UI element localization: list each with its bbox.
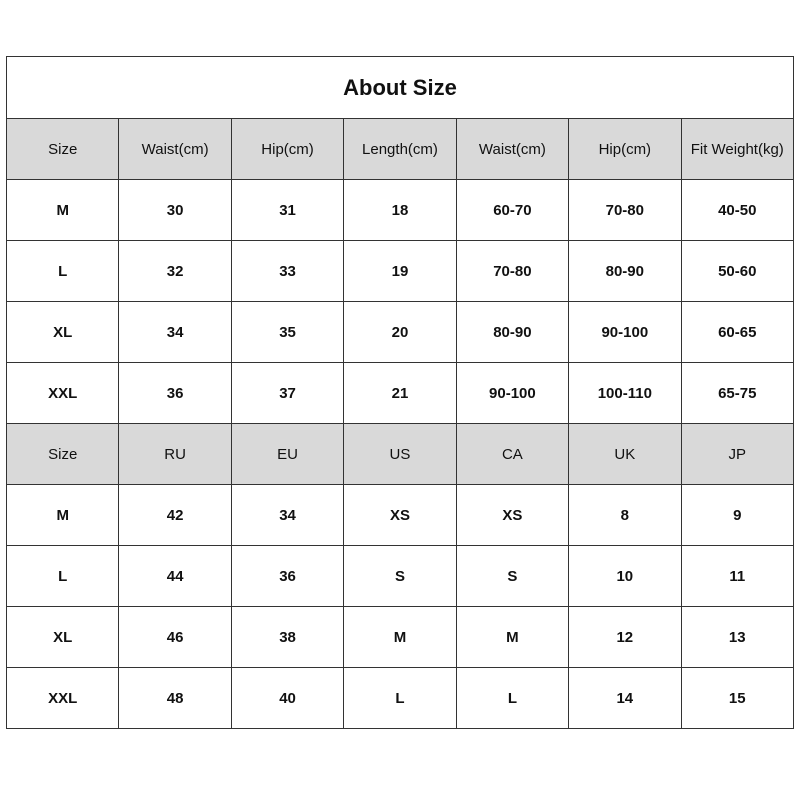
table-cell: 12 — [569, 607, 681, 668]
table-cell: 13 — [681, 607, 793, 668]
table-cell: 19 — [344, 241, 456, 302]
table-cell: 32 — [119, 241, 231, 302]
table-cell: XS — [344, 485, 456, 546]
table-cell: 80-90 — [456, 302, 568, 363]
table-cell: 48 — [119, 668, 231, 729]
table-cell: XL — [7, 302, 119, 363]
column-header: EU — [231, 424, 343, 485]
table-cell: 37 — [231, 363, 343, 424]
column-header: US — [344, 424, 456, 485]
table-cell: S — [344, 546, 456, 607]
table-cell: 10 — [569, 546, 681, 607]
table-cell: 80-90 — [569, 241, 681, 302]
table-cell: 70-80 — [456, 241, 568, 302]
table-cell: 60-65 — [681, 302, 793, 363]
table-cell: 46 — [119, 607, 231, 668]
column-header: CA — [456, 424, 568, 485]
table-cell: XS — [456, 485, 568, 546]
table-row — [7, 546, 794, 607]
size-chart-table — [6, 56, 794, 729]
table-cell: 9 — [681, 485, 793, 546]
column-header: Waist(cm) — [119, 119, 231, 180]
column-header: Fit Weight(kg) — [681, 119, 793, 180]
table-cell: S — [456, 546, 568, 607]
table-cell: 18 — [344, 180, 456, 241]
table-row — [7, 485, 794, 546]
table-row — [7, 302, 794, 363]
table-cell: M — [7, 180, 119, 241]
column-header: UK — [569, 424, 681, 485]
table-cell: 50-60 — [681, 241, 793, 302]
table-row — [7, 607, 794, 668]
column-header: RU — [119, 424, 231, 485]
table-row — [7, 363, 794, 424]
table-cell: 33 — [231, 241, 343, 302]
table-cell: 15 — [681, 668, 793, 729]
table-cell: XXL — [7, 668, 119, 729]
column-header: Size — [7, 119, 119, 180]
table-cell: L — [344, 668, 456, 729]
table-cell: 36 — [119, 363, 231, 424]
table-cell: XL — [7, 607, 119, 668]
table-cell: 8 — [569, 485, 681, 546]
table-cell: 60-70 — [456, 180, 568, 241]
chart-title: About Size — [7, 57, 794, 119]
table-cell: 44 — [119, 546, 231, 607]
table-cell: 34 — [231, 485, 343, 546]
table-cell: L — [456, 668, 568, 729]
table-cell: M — [344, 607, 456, 668]
table-cell: 11 — [681, 546, 793, 607]
table-cell: 38 — [231, 607, 343, 668]
table-cell: 90-100 — [569, 302, 681, 363]
table1-header-row — [7, 119, 794, 180]
table-cell: 42 — [119, 485, 231, 546]
table-cell: 65-75 — [681, 363, 793, 424]
table-cell: XXL — [7, 363, 119, 424]
table2-header-row — [7, 424, 794, 485]
table-cell: M — [7, 485, 119, 546]
table-cell: 21 — [344, 363, 456, 424]
table-cell: L — [7, 241, 119, 302]
table-cell: 100-110 — [569, 363, 681, 424]
table-cell: 90-100 — [456, 363, 568, 424]
table-cell: M — [456, 607, 568, 668]
table-cell: 34 — [119, 302, 231, 363]
column-header: Length(cm) — [344, 119, 456, 180]
table-cell: L — [7, 546, 119, 607]
table-row — [7, 180, 794, 241]
table-row — [7, 668, 794, 729]
table-cell: 14 — [569, 668, 681, 729]
column-header: Waist(cm) — [456, 119, 568, 180]
column-header: Hip(cm) — [569, 119, 681, 180]
table-cell: 35 — [231, 302, 343, 363]
table-row — [7, 241, 794, 302]
table-cell: 70-80 — [569, 180, 681, 241]
table-cell: 40-50 — [681, 180, 793, 241]
column-header: JP — [681, 424, 793, 485]
table-cell: 36 — [231, 546, 343, 607]
column-header: Hip(cm) — [231, 119, 343, 180]
table-cell: 20 — [344, 302, 456, 363]
table-cell: 30 — [119, 180, 231, 241]
table-cell: 31 — [231, 180, 343, 241]
table-cell: 40 — [231, 668, 343, 729]
column-header: Size — [7, 424, 119, 485]
